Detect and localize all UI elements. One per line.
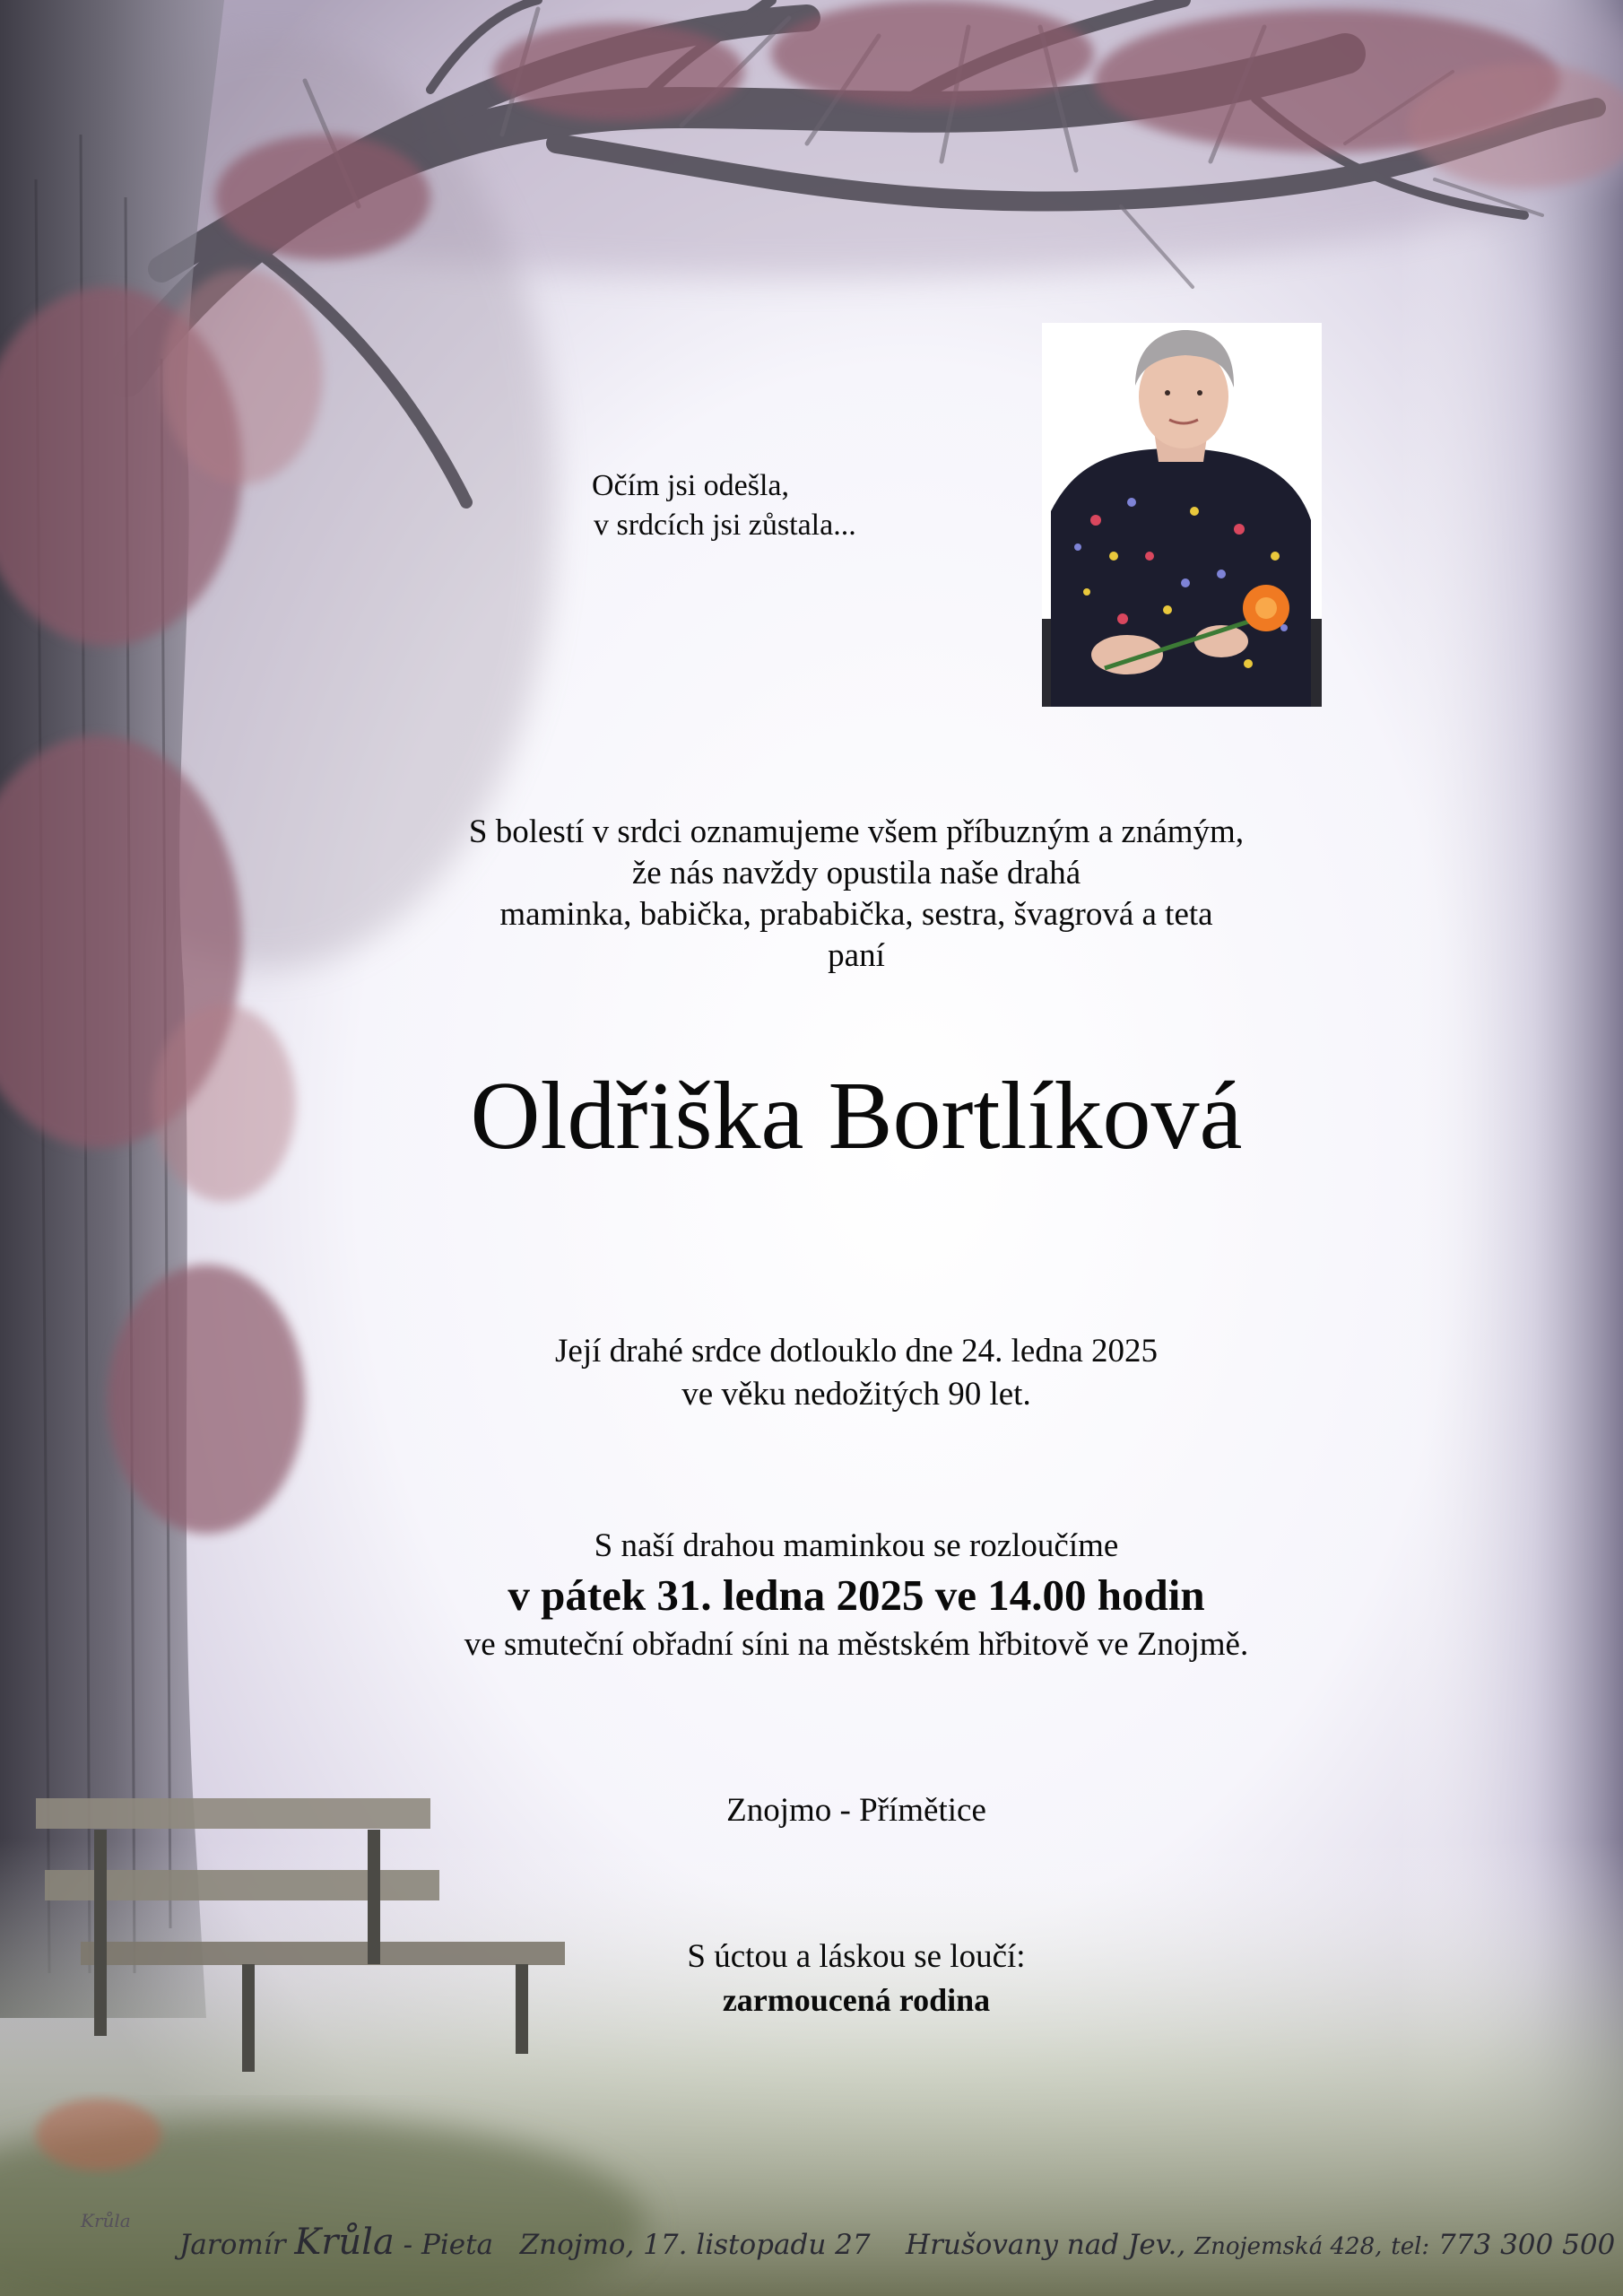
funeral-info (341, 1525, 1372, 1666)
imprint-first-name: Jaromír (179, 2229, 286, 2261)
imprint-last-name: Krůla (294, 2222, 395, 2263)
death-notice (377, 1330, 1336, 1416)
imprint-phone-label: tel: (1391, 2233, 1430, 2260)
deceased-name: Oldřiška Bortlíková (470, 1063, 1243, 1170)
imprint-address-1: Znojmo, 17. listopadu 27 (519, 2229, 871, 2261)
announcement-line-1: S bolestí v srdci oznamujeme všem příbuzným a známým, (468, 813, 1245, 850)
imprint-line (179, 2222, 1615, 2266)
funeral-intro: S naší drahou maminkou se rozloučíme (594, 1527, 1119, 1564)
announcement-line-2: že nás navždy opustila naše drahá (631, 855, 1081, 891)
farewell-line: S úctou a láskou se loučí: (687, 1938, 1026, 1975)
announcement-line-4: paní (828, 937, 885, 974)
funeral-date-time: v pátek 31. ledna 2025 ve 14.00 hodin (508, 1570, 1205, 1620)
farewell (556, 1935, 1157, 2022)
portrait-photo (1042, 323, 1322, 707)
farewell-signature: zarmoucená rodina (722, 1982, 991, 2018)
funeral-service-imprint (81, 2210, 1616, 2269)
death-notice-line-1: Její drahé srdce dotlouklo dne 24. ledna 2025 (555, 1333, 1158, 1370)
residence: Znojmo - Přímětice (726, 1792, 986, 1829)
imprint-address-2-place: Hrušovany nad Jev., (906, 2229, 1186, 2261)
announcement (341, 812, 1372, 977)
motto-line-2: v srdcích jsi zůstala... (594, 509, 856, 542)
imprint-phone: 773 300 500 (1438, 2229, 1616, 2261)
handwritten-signature: Krůla (81, 2210, 131, 2231)
imprint-address-2-street: Znojemská 428, (1194, 2233, 1383, 2260)
imprint-company: - Pieta (403, 2229, 494, 2261)
announcement-line-3: maminka, babička, prababička, sestra, švagrová a teta (499, 896, 1213, 933)
death-notice-line-2: ve věku nedožitých 90 let. (681, 1376, 1031, 1413)
motto-line-1: Očím jsi odešla, (592, 469, 790, 502)
motto (556, 466, 915, 545)
funeral-location: ve smuteční obřadní síni na městském hřbitově ve Znojmě. (464, 1626, 1249, 1663)
